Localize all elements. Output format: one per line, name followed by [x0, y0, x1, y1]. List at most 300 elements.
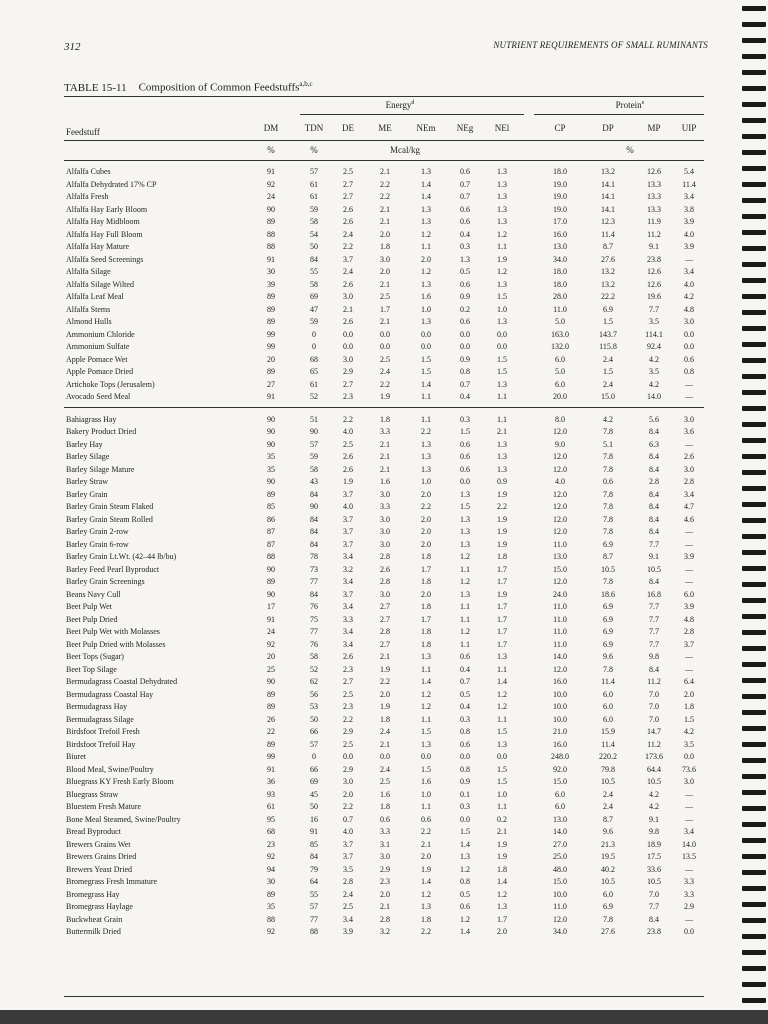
table-row	[0, 341, 768, 353]
table-row	[0, 476, 768, 488]
table-cell: 1.2	[421, 689, 431, 699]
table-cell: 2.5	[380, 777, 390, 786]
table-cell: 99	[267, 342, 275, 351]
table-cell: 55	[310, 889, 318, 899]
binding-ring	[742, 886, 766, 891]
table-cell: 0.6	[460, 652, 470, 661]
table-cell: 76	[310, 639, 318, 649]
table-cell: 2.5	[343, 902, 353, 911]
feedstuff-name: Bahiagrass Hay	[66, 414, 117, 424]
table-cell: 1.3	[497, 167, 507, 176]
table-cell: 0.0	[460, 477, 470, 486]
table-cell: 1.4	[460, 839, 470, 849]
table-cell: 14.0	[682, 839, 696, 849]
binding-ring	[742, 134, 766, 139]
table-cell: 79	[310, 864, 318, 874]
table-cell: 2.4	[343, 267, 353, 276]
binding-ring	[742, 438, 766, 443]
column-header-uip: UIP	[681, 123, 697, 133]
table-cell: 2.9	[343, 764, 353, 774]
table-cell: 11.0	[553, 639, 567, 649]
table-row	[0, 551, 768, 563]
table-cell: 93	[267, 789, 275, 799]
table-cell: 2.1	[380, 167, 390, 176]
table-cell: —	[685, 814, 693, 824]
table-cell: 12.0	[553, 427, 567, 436]
table-cell: 7.8	[603, 427, 613, 436]
table-cell: 92.4	[647, 342, 661, 351]
table-cell: 6.0	[555, 802, 565, 811]
table-cell: 6.9	[603, 539, 613, 549]
table-cell: 64.4	[647, 764, 661, 774]
table-cell: 3.5	[649, 367, 659, 376]
table-cell: 0.9	[460, 292, 470, 301]
table-cell: 0.3	[460, 714, 470, 724]
table-cell: 2.1	[380, 452, 390, 461]
table-cell: 2.0	[421, 589, 431, 599]
table-row	[0, 764, 768, 776]
binding-ring	[742, 662, 766, 667]
table-cell: 2.1	[421, 839, 431, 849]
table-cell: 11.0	[553, 902, 567, 911]
table-cell: 12.0	[553, 452, 567, 461]
table-cell: 7.8	[603, 577, 613, 586]
table-cell: 3.3	[684, 877, 694, 886]
table-cell: 19.6	[647, 292, 661, 301]
table-row	[0, 366, 768, 378]
table-cell: 1.9	[497, 839, 507, 849]
binding-ring	[742, 294, 766, 299]
table-cell: 92.0	[553, 764, 567, 774]
table-cell: 2.3	[380, 877, 390, 886]
binding-ring	[742, 902, 766, 907]
table-cell: 0.1	[460, 789, 470, 799]
table-cell: 19.0	[553, 192, 567, 201]
table-cell: 55	[310, 267, 318, 276]
table-cell: 10.0	[553, 714, 567, 724]
table-cell: 7.7	[649, 902, 659, 911]
table-cell: 0.0	[460, 329, 470, 339]
table-cell: 0.5	[460, 889, 470, 899]
feedstuff-name: Barley Grain Steam Rolled	[66, 514, 153, 524]
table-cell: 2.2	[380, 379, 390, 389]
binding-ring	[742, 214, 766, 219]
table-cell: 9.8	[649, 652, 659, 661]
table-row	[0, 354, 768, 366]
table-cell: 2.6	[343, 217, 353, 226]
table-cell: 12.0	[553, 527, 567, 536]
table-cell: 1.5	[460, 827, 470, 836]
table-cell: 2.1	[380, 902, 390, 911]
table-cell: 3.5	[684, 739, 694, 749]
binding-ring	[742, 198, 766, 203]
table-cell: 22.2	[601, 292, 615, 301]
table-cell: 0.0	[380, 329, 390, 339]
table-cell: 73	[310, 564, 318, 574]
protein-group-label: Protein	[615, 100, 642, 110]
binding-ring	[742, 694, 766, 699]
binding-ring	[742, 966, 766, 971]
table-cell: 7.8	[603, 514, 613, 524]
table-cell: 9.1	[649, 242, 659, 251]
table-cell: 10.5	[647, 877, 661, 886]
table-cell: 0.6	[460, 439, 470, 449]
binding-ring	[742, 598, 766, 603]
table-top-rule	[64, 96, 704, 97]
table-cell: 6.0	[603, 889, 613, 899]
table-cell: 73.6	[682, 764, 696, 774]
feedstuff-name: Bread Byproduct	[66, 827, 121, 836]
binding-ring	[742, 566, 766, 571]
table-cell: 5.0	[555, 367, 565, 376]
feedstuff-name: Barley Straw	[66, 477, 108, 486]
feedstuff-name: Brewers Grains Dried	[66, 852, 137, 861]
table-cell: 3.3	[343, 614, 353, 624]
table-cell: 24	[267, 627, 275, 636]
table-cell: 85	[267, 502, 275, 511]
table-cell: 3.4	[343, 627, 353, 636]
table-cell: 6.9	[603, 639, 613, 649]
group-separator-rule	[64, 407, 704, 408]
table-cell: 0.5	[460, 689, 470, 699]
table-cell: 1.3	[497, 464, 507, 474]
table-cell: 13.0	[553, 552, 567, 561]
table-row	[0, 316, 768, 328]
table-cell: 1.0	[497, 789, 507, 799]
table-cell: 2.1	[380, 279, 390, 289]
table-cell: 0.0	[460, 752, 470, 761]
binding-ring	[742, 790, 766, 795]
feedstuff-name: Apple Pomace Dried	[66, 367, 134, 376]
table-cell: 2.2	[380, 677, 390, 686]
feedstuff-name: Brewers Yeast Dried	[66, 864, 132, 874]
feedstuff-name: Beet Pulp Wet with Molasses	[66, 627, 160, 636]
table-cell: 12.0	[553, 914, 567, 924]
binding-ring	[742, 518, 766, 523]
table-cell: 2.7	[343, 179, 353, 189]
table-cell: 18.0	[553, 167, 567, 176]
feedstuff-name: Barley Grain 6-row	[66, 539, 129, 549]
table-cell: 4.0	[343, 502, 353, 511]
table-cell: 8.4	[649, 464, 659, 474]
table-cell: 2.6	[343, 204, 353, 214]
table-cell: 1.7	[497, 627, 507, 636]
feedstuff-name: Alfalfa Stems	[66, 304, 111, 314]
table-cell: 0.7	[460, 379, 470, 389]
feedstuff-name: Ammonium Chloride	[66, 329, 135, 339]
table-cell: 8.4	[649, 502, 659, 511]
table-cell: 4.8	[684, 614, 694, 624]
table-cell: 2.0	[421, 514, 431, 524]
table-cell: 6.0	[684, 589, 694, 599]
table-cell: 2.6	[380, 564, 390, 574]
table-cell: 0.2	[460, 304, 470, 314]
table-cell: 77	[310, 627, 318, 636]
table-cell: 3.0	[343, 354, 353, 364]
table-cell: 2.0	[421, 539, 431, 549]
table-cell: 1.5	[497, 777, 507, 786]
table-cell: 7.0	[649, 714, 659, 724]
table-cell: 6.9	[603, 627, 613, 636]
table-cell: 0.0	[497, 342, 507, 351]
table-cell: 1.1	[497, 392, 507, 401]
table-cell: 1.4	[460, 927, 470, 936]
feedstuff-name: Beet Top Silage	[66, 664, 117, 674]
column-header-dm: DM	[263, 123, 279, 133]
table-bottom-rule	[64, 996, 704, 997]
table-cell: 14.1	[601, 192, 615, 201]
table-cell: 1.1	[460, 614, 470, 624]
table-cell: 3.0	[380, 589, 390, 599]
table-cell: 35	[267, 902, 275, 911]
table-cell: 1.2	[460, 552, 470, 561]
table-cell: 2.0	[421, 852, 431, 861]
table-cell: 2.1	[497, 427, 507, 436]
table-cell: 11.0	[553, 539, 567, 549]
spiral-binding	[738, 0, 768, 1010]
column-header-nel: NEl	[494, 123, 510, 133]
table-cell: 92	[267, 852, 275, 861]
table-cell: 36	[267, 777, 275, 786]
table-cell: 2.6	[343, 452, 353, 461]
table-cell: 1.9	[497, 514, 507, 524]
binding-ring	[742, 6, 766, 11]
table-cell: 2.2	[421, 502, 431, 511]
table-row	[0, 926, 768, 938]
table-cell: 7.7	[649, 639, 659, 649]
table-cell: 3.0	[684, 464, 694, 474]
table-row	[0, 876, 768, 888]
table-cell: 78	[310, 552, 318, 561]
table-cell: 0.0	[421, 342, 431, 351]
binding-ring	[742, 678, 766, 683]
table-cell: 84	[310, 527, 318, 536]
table-cell: 0.4	[460, 664, 470, 674]
feedstuff-name: Alfalfa Seed Screenings	[66, 254, 144, 264]
table-cell: 3.0	[380, 254, 390, 264]
table-cell: 84	[310, 489, 318, 499]
table-cell: 0.3	[460, 242, 470, 251]
table-row	[0, 501, 768, 513]
binding-ring	[742, 758, 766, 763]
table-row	[0, 801, 768, 813]
table-cell: 12.6	[647, 167, 661, 176]
table-cell: 11.2	[647, 229, 661, 239]
table-cell: 2.2	[380, 179, 390, 189]
table-cell: 77	[310, 914, 318, 924]
table-cell: 2.8	[380, 577, 390, 586]
table-cell: 1.3	[421, 167, 431, 176]
binding-ring	[742, 166, 766, 171]
table-cell: 1.3	[460, 852, 470, 861]
table-cell: 10.5	[601, 564, 615, 574]
column-header-neg: NEg	[456, 123, 474, 133]
table-cell: 0.6	[460, 902, 470, 911]
binding-ring	[742, 102, 766, 107]
table-cell: 0.0	[684, 752, 694, 761]
table-cell: 30	[267, 877, 275, 886]
table-cell: 1.7	[421, 564, 431, 574]
feedstuff-name: Buttermilk Dried	[66, 927, 121, 936]
table-cell: 3.4	[684, 267, 694, 276]
table-row	[0, 426, 768, 438]
binding-ring	[742, 278, 766, 283]
feedstuff-name: Blood Meal, Swine/Poultry	[66, 764, 154, 774]
table-cell: 0.6	[460, 464, 470, 474]
table-cell: 3.4	[684, 827, 694, 836]
table-cell: 2.2	[343, 802, 353, 811]
table-cell: 90	[267, 677, 275, 686]
table-cell: 1.1	[497, 242, 507, 251]
table-cell: 143.7	[599, 329, 617, 339]
table-cell: 58	[310, 652, 318, 661]
table-cell: 1.8	[497, 864, 507, 874]
table-cell: 75	[310, 614, 318, 624]
feedstuff-name: Alfalfa Silage	[66, 267, 111, 276]
table-cell: 19.0	[553, 204, 567, 214]
table-cell: 10.5	[601, 777, 615, 786]
table-cell: 16.0	[553, 739, 567, 749]
feedstuff-name: Bermudagrass Coastal Hay	[66, 689, 154, 699]
table-cell: 3.9	[684, 242, 694, 251]
table-cell: 18.9	[647, 839, 661, 849]
table-cell: 0.0	[343, 752, 353, 761]
table-cell: 18.6	[601, 589, 615, 599]
table-cell: 2.1	[343, 304, 353, 314]
table-cell: 84	[310, 852, 318, 861]
table-cell: 1.4	[497, 877, 507, 886]
table-cell: 1.9	[497, 254, 507, 264]
table-cell: 1.3	[497, 192, 507, 201]
table-cell: 12.0	[553, 514, 567, 524]
table-cell: 17.0	[553, 217, 567, 226]
table-cell: 14.0	[553, 827, 567, 836]
table-cell: 4.7	[684, 502, 694, 511]
table-cell: 3.7	[343, 527, 353, 536]
table-cell: 2.4	[380, 367, 390, 376]
table-row	[0, 414, 768, 426]
table-cell: —	[685, 254, 693, 264]
table-cell: 3.8	[684, 204, 694, 214]
table-cell: —	[685, 652, 693, 661]
table-cell: 8.0	[555, 414, 565, 424]
feedstuff-name: Barley Grain Lt.Wt. (42–44 lb/bu)	[66, 552, 177, 561]
table-cell: 0.3	[460, 414, 470, 424]
table-cell: 3.4	[684, 489, 694, 499]
table-cell: 1.8	[684, 702, 694, 711]
table-cell: 52	[310, 664, 318, 674]
table-cell: 1.3	[497, 179, 507, 189]
table-cell: 2.0	[421, 489, 431, 499]
table-cell: 4.8	[684, 304, 694, 314]
feedstuff-name: Bluegrass Straw	[66, 789, 119, 799]
binding-ring	[742, 54, 766, 59]
table-cell: 16.0	[553, 229, 567, 239]
table-cell: 90	[267, 439, 275, 449]
table-cell: 13.2	[601, 267, 615, 276]
table-cell: 1.1	[460, 602, 470, 611]
table-row	[0, 304, 768, 316]
table-cell: 59	[310, 452, 318, 461]
binding-ring	[742, 822, 766, 827]
column-header-me: ME	[378, 123, 392, 133]
table-row	[0, 651, 768, 663]
table-cell: 1.5	[497, 727, 507, 736]
table-cell: 89	[267, 367, 275, 376]
table-cell: 11.0	[553, 602, 567, 611]
feedstuff-name: Alfalfa Silage Wilted	[66, 279, 134, 289]
table-cell: 1.3	[421, 204, 431, 214]
table-cell: 3.0	[380, 527, 390, 536]
table-cell: 90	[310, 502, 318, 511]
table-cell: 58	[310, 464, 318, 474]
table-cell: 11.4	[682, 179, 696, 189]
table-cell: 2.6	[343, 279, 353, 289]
table-cell: 0.9	[460, 777, 470, 786]
table-cell: 85	[310, 839, 318, 849]
table-cell: 2.7	[380, 639, 390, 649]
table-cell: 14.7	[647, 727, 661, 736]
table-cell: 1.3	[421, 902, 431, 911]
table-cell: 220.2	[599, 752, 617, 761]
table-row	[0, 489, 768, 501]
feedstuff-name: Artichoke Tops (Jerusalem)	[66, 379, 155, 389]
table-cell: 1.9	[497, 527, 507, 536]
table-title-text: Composition of Common Feedstuffs	[138, 81, 300, 94]
binding-ring	[742, 262, 766, 267]
table-cell: 15.0	[601, 392, 615, 401]
table-cell: 90	[267, 589, 275, 599]
table-cell: 2.7	[343, 192, 353, 201]
table-cell: 4.2	[649, 802, 659, 811]
table-cell: —	[685, 379, 693, 389]
table-cell: 40.2	[601, 864, 615, 874]
table-cell: 2.0	[380, 229, 390, 239]
table-cell: 1.3	[460, 527, 470, 536]
table-cell: 2.6	[343, 464, 353, 474]
table-cell: 2.8	[684, 477, 694, 486]
table-row	[0, 391, 768, 403]
binding-ring	[742, 86, 766, 91]
table-row	[0, 589, 768, 601]
table-cell: 1.5	[421, 354, 431, 364]
table-cell: 6.0	[555, 354, 565, 364]
table-cell: 2.8	[380, 552, 390, 561]
table-cell: 10.0	[553, 702, 567, 711]
table-cell: —	[685, 914, 693, 924]
binding-ring	[742, 118, 766, 123]
table-cell: 3.4	[343, 914, 353, 924]
table-cell: 89	[267, 217, 275, 226]
table-cell: 1.8	[380, 242, 390, 251]
table-cell: 1.9	[497, 539, 507, 549]
feedstuff-name: Bluegrass KY Fresh Early Bloom	[66, 777, 174, 786]
table-cell: 84	[310, 539, 318, 549]
table-cell: 24	[267, 192, 275, 201]
table-cell: 90	[267, 427, 275, 436]
table-cell: 0.8	[460, 877, 470, 886]
table-cell: 0.0	[684, 927, 694, 936]
column-header-cp: CP	[554, 123, 566, 133]
feedstuff-name: Alfalfa Fresh	[66, 192, 109, 201]
binding-ring	[742, 38, 766, 43]
feedstuff-name: Barley Hay	[66, 439, 103, 449]
table-cell: 89	[267, 489, 275, 499]
feedstuff-name: Barley Grain Steam Flaked	[66, 502, 154, 511]
table-cell: 248.0	[551, 752, 569, 761]
table-cell: 1.1	[497, 802, 507, 811]
table-cell: 88	[310, 927, 318, 936]
